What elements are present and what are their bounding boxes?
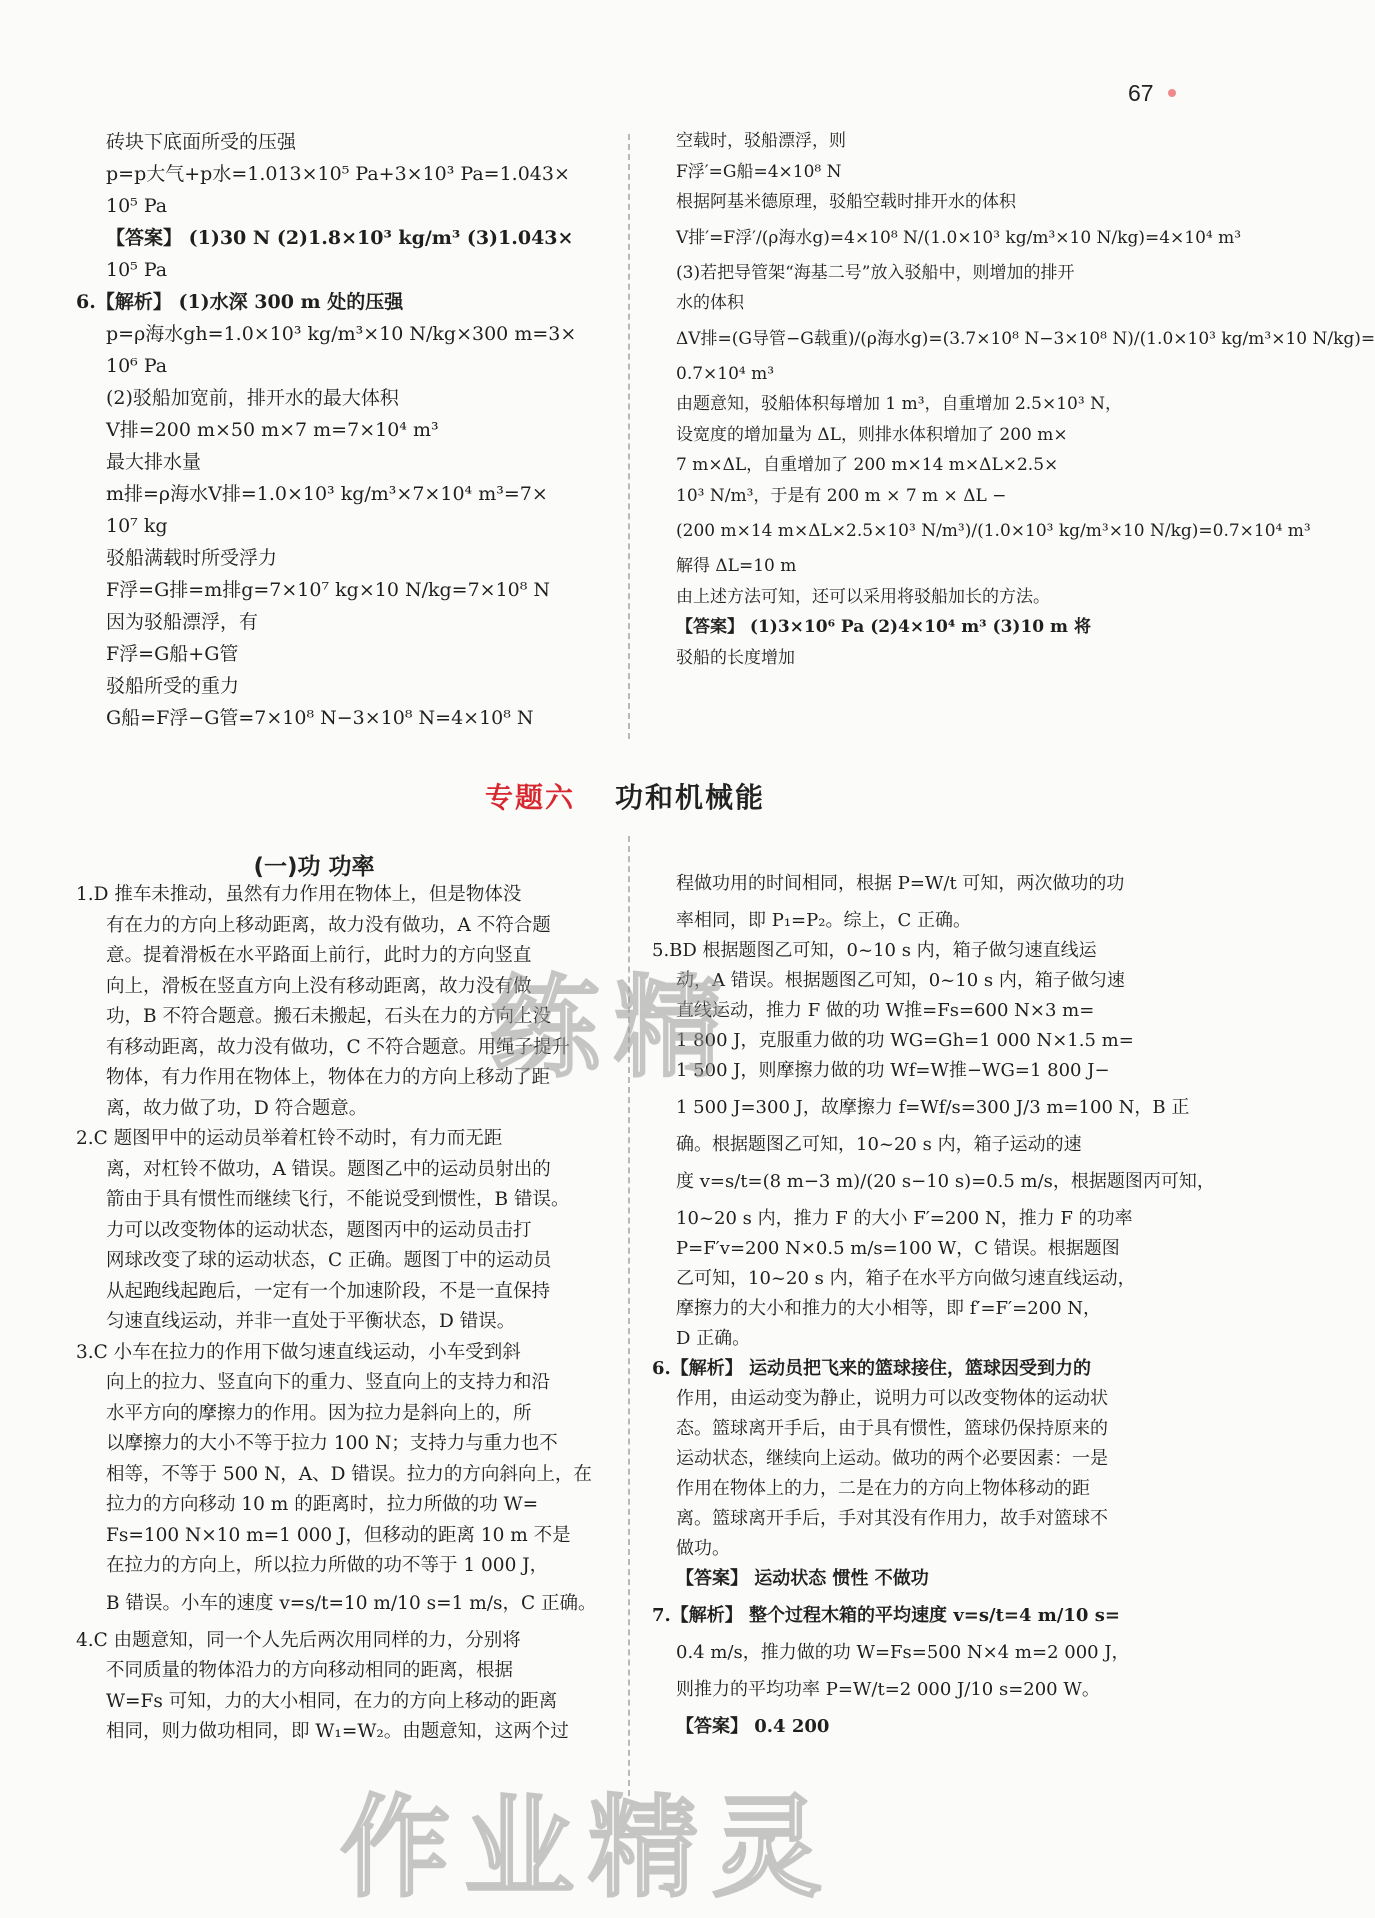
text-line: 10⁵ Pa — [106, 259, 168, 281]
text-line: 确。根据题图乙可知，10~20 s 内，箱子运动的速 — [676, 1134, 1082, 1155]
text-line: 网球改变了球的运动状态，C 正确。题图丁中的运动员 — [106, 1250, 552, 1271]
text-line: 由上述方法可知，还可以采用将驳船加长的方法。 — [676, 586, 1050, 607]
text-line: 以摩擦力的大小不等于拉力 100 N；支持力与重力也不 — [106, 1433, 558, 1454]
text-line: 在拉力的方向上，所以拉力所做的功不等于 1 000 J， — [106, 1555, 549, 1576]
text-line: 10~20 s 内，推力 F 的大小 F′=200 N，推力 F 的功率 — [676, 1208, 1133, 1229]
bottom-right-column — [652, 862, 1215, 1742]
text-line: F浮′=G船=4×10⁸ N — [676, 161, 842, 182]
text-line: W=Fs 可知，力的大小相同，在力的方向上移动的距离 — [106, 1690, 558, 1712]
text-line: 功，B 不符合题意。搬石未搬起，石头在力的方向上没 — [106, 1006, 551, 1027]
answer-line: 【答案】 运动状态 惯性 不做功 — [676, 1568, 929, 1589]
text-line: 设宽度的增加量为 ΔL，则排水体积增加了 200 m× — [676, 424, 1068, 445]
problem-6-line: 6.【解析】 运动员把飞来的篮球接住，篮球因受到力的 — [652, 1358, 1092, 1379]
text-line: F浮=G船+G管 — [106, 643, 239, 665]
text-line: 由题意知，驳船体积每增加 1 m³，自重增加 2.5×10³ N， — [676, 394, 1122, 414]
formula-line: V排′=F浮′/(ρ海水g)=4×10⁸ N/(1.0×10³ kg/m³×10 N/kg)=4×10⁴ m³ — [676, 227, 1242, 248]
text-line: V排=200 m×50 m×7 m=7×10⁴ m³ — [106, 419, 439, 441]
text-line: 拉力的方向移动 10 m 的距离时，拉力所做的功 W= — [106, 1494, 539, 1515]
text-line: 箭由于具有惯性而继续飞行，不能说受到惯性，B 错误。 — [106, 1189, 570, 1210]
answer-line: 【答案】 (1)30 N (2)1.8×10³ kg/m³ (3)1.043× — [106, 227, 574, 249]
text-line: 动，A 错误。根据题图乙可知，0~10 s 内，箱子做匀速 — [676, 970, 1125, 991]
text-line: 作用，由运动变为静止，说明力可以改变物体的运动状 — [676, 1388, 1108, 1409]
section-name: 功和机械能 — [615, 781, 766, 814]
top-left-column — [76, 126, 606, 734]
watermark-bottom: 作业精灵 — [340, 1784, 836, 1912]
text-line: 1 500 J，则摩擦力做的功 Wf=W推−WG=1 800 J− — [676, 1060, 1110, 1081]
subsection-title: (一)功 功率 — [253, 854, 375, 880]
text-line: 运动状态，继续向上运动。做功的两个必要因素：一是 — [676, 1448, 1108, 1469]
problem-1-line: 1.D 推车未推动，虽然有力作用在物体上，但是物体没 — [76, 884, 522, 905]
page-dot-icon — [1168, 89, 1176, 97]
formula-line: B 错误。小车的速度 v=s/t=10 m/10 s=1 m/s，C 正确。 — [106, 1592, 597, 1614]
formula-line: 1 500 J=300 J，故摩擦力 f=Wf/s=300 J/3 m=100 N，B 正 — [676, 1097, 1190, 1118]
text-line: 有在力的方向上移动距离，故力没有做功，A 不符合题 — [106, 914, 551, 936]
text-line: P=F′v=200 N×0.5 m/s=100 W，C 错误。根据题图 — [676, 1238, 1120, 1259]
top-right-column — [676, 126, 1375, 673]
text-line: 水的体积 — [676, 293, 744, 313]
problem-5-line: 5.BD 根据题图乙可知，0~10 s 内，箱子做匀速直线运 — [652, 940, 1097, 961]
text-line: 作用在物体上的力，二是在力的方向上物体移动的距 — [676, 1478, 1090, 1499]
text-line: 根据阿基米德原理，驳船空载时排开水的体积 — [676, 192, 1016, 212]
text-line: 向上的拉力、竖直向下的重力、竖直向上的支持力和沿 — [106, 1372, 551, 1393]
formula-line: (200 m×14 m×ΔL×2.5×10³ N/m³)/(1.0×10³ kg/m³×10 N/kg)=0.7×10⁴ m³ — [676, 521, 1311, 541]
top-divider — [628, 134, 630, 739]
text-line: 摩擦力的大小和推力的大小相等，即 f′=F′=200 N， — [676, 1298, 1102, 1319]
formula-line: 则推力的平均功率 P=W/t=2 000 J/10 s=200 W。 — [676, 1679, 1100, 1700]
text-line: p=ρ海水gh=1.0×10³ kg/m³×10 N/kg×300 m=3× — [106, 323, 577, 345]
section-title — [0, 776, 1250, 816]
text-line: 驳船的长度增加 — [676, 647, 795, 668]
problem-6-heading: 6.【解析】 (1)水深 300 m 处的压强 — [76, 291, 404, 313]
text-line: 10⁷ kg — [106, 515, 168, 537]
text-line: 最大排水量 — [106, 451, 202, 473]
text-line: 离，对杠铃不做功，A 错误。题图乙中的运动员射出的 — [106, 1158, 551, 1180]
text-line: 态。篮球离开手后，由于具有惯性，篮球仍保持原来的 — [676, 1418, 1108, 1439]
answer-line: 【答案】 0.4 200 — [676, 1716, 830, 1737]
text-line: 因为驳船漂浮，有 — [106, 611, 259, 633]
formula-line: 度 v=s/t=(8 m−3 m)/(20 s−10 s)=0.5 m/s，根据题图丙可知， — [676, 1171, 1215, 1192]
text-line: 7 m×ΔL，自重增加了 200 m×14 m×ΔL×2.5× — [676, 455, 1059, 475]
problem-3-line: 3.C 小车在拉力的作用下做匀速直线运动，小车受到斜 — [76, 1341, 521, 1363]
page-number: 67 — [1128, 80, 1154, 106]
text-line: 10⁶ Pa — [106, 355, 168, 377]
text-line: p=p大气+p水=1.013×10⁵ Pa+3×10³ Pa=1.043× — [106, 163, 570, 185]
problem-2-line: 2.C 题图甲中的运动员举着杠铃不动时，有力而无距 — [76, 1128, 503, 1149]
problem-4-line: 4.C 由题意知，同一个人先后两次用同样的力，分别将 — [76, 1629, 521, 1651]
text-line: (2)驳船加宽前，排开水的最大体积 — [106, 387, 399, 409]
text-line: Fs=100 N×10 m=1 000 J，但移动的距离 10 m 不是 — [106, 1524, 571, 1546]
text-line: 水平方向的摩擦力的作用。因为拉力是斜向上的，所 — [106, 1402, 532, 1424]
text-line: 10⁵ Pa — [106, 195, 168, 217]
text-line: 意。提着滑板在水平路面上前行，此时力的方向竖直 — [106, 945, 532, 966]
text-line: (3)若把导管架“海基二号”放入驳船中，则增加的排开 — [676, 262, 1075, 283]
text-line: 乙可知，10~20 s 内，箱子在水平方向做匀速直线运动， — [676, 1268, 1136, 1289]
text-line: 0.7×10⁴ m³ — [676, 363, 775, 384]
text-line: 相同，则力做功相同，即 W₁=W₂。由题意知，这两个过 — [106, 1721, 569, 1742]
text-line: 从起跑线起跑后，一定有一个加速阶段，不是一直保持 — [106, 1280, 551, 1302]
text-line: D 正确。 — [676, 1328, 751, 1349]
text-line: 驳船所受的重力 — [106, 675, 240, 697]
text-line: 有移动距离，故力没有做功，C 不符合题意。用绳子提升 — [106, 1036, 571, 1058]
text-line: 10³ N/m³，于是有 200 m × 7 m × ΔL − — [676, 485, 1007, 506]
text-line: 驳船满载时所受浮力 — [106, 547, 278, 569]
text-line: 物体，有力作用在物体上，物体在力的方向上移动了距 — [106, 1067, 551, 1088]
text-line: 1 800 J，克服重力做的功 WG=Gh=1 000 N×1.5 m= — [676, 1030, 1134, 1051]
answer-line: 【答案】 (1)3×10⁶ Pa (2)4×10⁴ m³ (3)10 m 将 — [676, 617, 1091, 637]
problem-7-line: 7.【解析】 整个过程木箱的平均速度 v=s/t=4 m/10 s= — [652, 1605, 1120, 1626]
text-line: 匀速直线运动，并非一直处于平衡状态，D 错误。 — [106, 1311, 516, 1332]
text-line: F浮=G排=m排g=7×10⁷ kg×10 N/kg=7×10⁸ N — [106, 579, 551, 601]
text-line: 力可以改变物体的运动状态，题图丙中的运动员击打 — [106, 1219, 532, 1241]
text-line: 相等，不等于 500 N，A、D 错误。拉力的方向斜向上，在 — [106, 1463, 592, 1485]
text-line: m排=ρ海水V排=1.0×10³ kg/m³×7×10⁴ m³=7× — [106, 483, 548, 505]
text-line: 空载时，驳船漂浮，则 — [676, 131, 846, 151]
section-number: 专题六 — [484, 781, 575, 814]
text-line: 向上，滑板在竖直方向上没有移动距离，故力没有做 — [106, 975, 532, 997]
text-line: 率相同，即 P₁=P₂。综上，C 正确。 — [676, 910, 971, 931]
text-line: 砖块下底面所受的压强 — [106, 131, 297, 153]
text-line: 不同质量的物体沿力的方向移动相同的距离，根据 — [106, 1660, 514, 1681]
text-line: 离，故力做了功，D 符合题意。 — [106, 1097, 368, 1119]
formula-line: 程做功用的时间相同，根据 P=W/t 可知，两次做功的功 — [676, 873, 1125, 894]
text-line: 0.4 m/s，推力做的功 W=Fs=500 N×4 m=2 000 J， — [676, 1642, 1130, 1663]
text-line: 直线运动，推力 F 做的功 W推=Fs=600 N×3 m= — [676, 1000, 1095, 1021]
text-line: G船=F浮−G管=7×10⁸ N−3×10⁸ N=4×10⁸ N — [106, 707, 534, 729]
text-line: 离。篮球离开手后，手对其没有作用力，故手对篮球不 — [676, 1508, 1108, 1529]
watermark-mid: 练精 — [490, 964, 738, 1092]
text-line: 解得 ΔL=10 m — [676, 556, 797, 576]
formula-line: ΔV排=(G导管−G载重)/(ρ海水g)=(3.7×10⁸ N−3×10⁸ N)/(1.0×10³ kg/m³×10 N/kg)= — [676, 328, 1375, 349]
text-line: 做功。 — [676, 1538, 730, 1559]
